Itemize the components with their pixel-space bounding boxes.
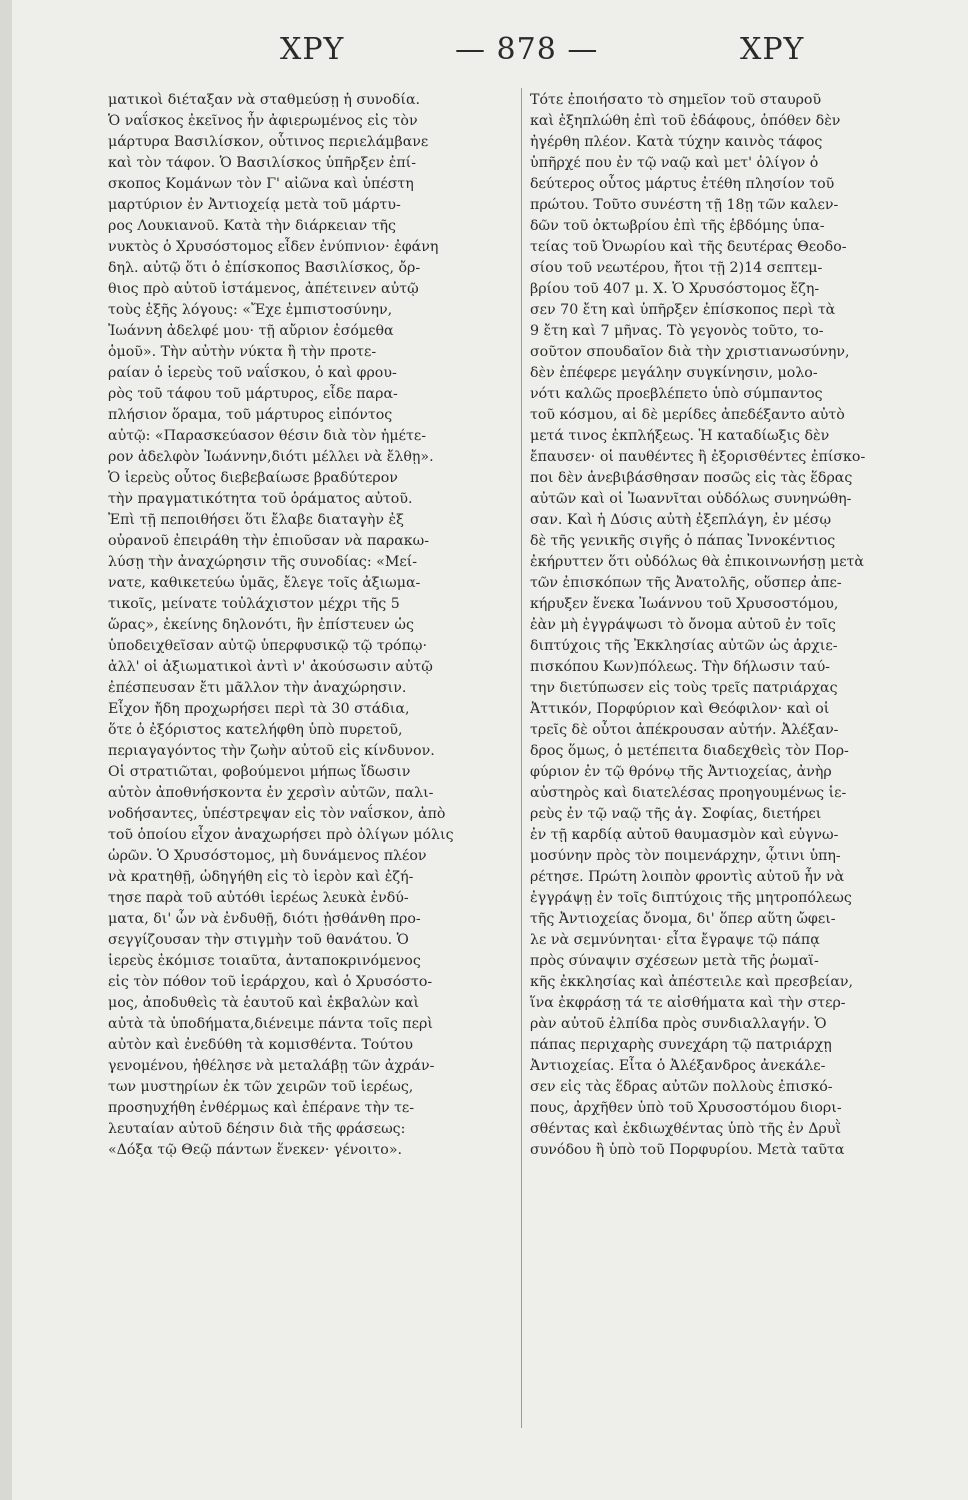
text-line: ἀλλ' οἱ ἀξιωματικοὶ ἀντὶ ν' ἀκούσωσιν αὐτῷ	[108, 659, 433, 675]
text-line: γενομένου, ἠθέλησε νὰ μεταλάβῃ τῶν ἀχράν-	[108, 1058, 435, 1074]
text-line: ραίαν ὁ ἱερεὺς τοῦ ναΐσκου, ὁ καὶ φρου-	[108, 365, 397, 381]
text-line: κῆς ἐκκλησίας καὶ ἀπέστειλε καὶ πρεσβείαν,	[530, 974, 854, 990]
page-number: — 878 —	[455, 32, 599, 67]
page-header	[100, 32, 940, 82]
text-line: οὐρανοῦ ἐπειράθη τὴν ἐπιοῦσαν νὰ παρακω-	[108, 533, 430, 549]
text-line: βρίου τοῦ 407 μ. Χ. Ὁ Χρυσόστομος ἔζη-	[530, 281, 820, 297]
text-line: λε νὰ σεμνύνηται· εἶτα ἔγραψε τῷ πάπᾳ	[530, 932, 820, 948]
text-line: σεγγίζουσαν τὴν στιγμὴν τοῦ θανάτου. Ὁ	[108, 932, 409, 948]
text-line: ἐγγράψῃ ἐν τοῖς διπτύχοις τῆς μητροπόλεως	[530, 890, 852, 906]
running-head-left: ΧΡΥ	[280, 32, 345, 67]
text-line: των μυστηρίων ἐκ τῶν χειρῶν τοῦ ἱερέως,	[108, 1079, 414, 1095]
text-line: σθέντας καὶ ἐκδιωχθέντας ὑπὸ τῆς ἐν Δρυῒ	[530, 1121, 842, 1137]
text-line: ἐκήρυττεν ὅτι οὐδόλως θὰ ἐπικοινωνήσῃ μετὰ	[530, 554, 864, 570]
text-line: ὑπῆρχέ που ἐν τῷ ναῷ καὶ μετ' ὀλίγον ὁ	[530, 155, 819, 171]
text-line: πρώτου. Τοῦτο συνέστη τῇ 18ῃ τῶν καλεν-	[530, 197, 839, 213]
text-line: νότι καλῶς προεβλέπετο ὑπὸ σύμπαντος	[530, 386, 823, 402]
text-line: Ἀττικόν, Πορφύριον καὶ Θεόφιλον· καὶ οἱ	[530, 701, 830, 717]
text-line: αὐτὸν καὶ ἐνεδύθη τὰ κομισθέντα. Τούτου	[108, 1037, 413, 1053]
text-line: τὴν πραγματικότητα τοῦ ὁράματος αὐτοῦ.	[108, 491, 413, 507]
text-line: τησε παρὰ τοῦ αὐτόθι ἱερέως λευκὰ ἐνδύ-	[108, 890, 409, 906]
text-line: ρὸς τοῦ τάφου τοῦ μάρτυρος, εἶδε παρα-	[108, 386, 398, 402]
text-line: «Δόξα τῷ Θεῷ πάντων ἕνεκεν· γένοιτο».	[108, 1142, 403, 1158]
text-line: τικοῖς, μείνατε τοὐλάχιστον μέχρι τῆς 5	[108, 596, 400, 612]
text-line: αὐτῷ: «Παρασκεύασον θέσιν διὰ τὸν ἡμέτε-	[108, 428, 426, 444]
text-line: την διετύπωσεν εἰς τοὺς τρεῖς πατριάρχας	[530, 680, 838, 696]
text-line: τείας τοῦ Ὀνωρίου καὶ τῆς δευτέρας Θεοδο-	[530, 239, 847, 255]
text-line: ὅτε ὁ ἐξόριστος κατελήφθη ὑπὸ πυρετοῦ,	[108, 722, 403, 738]
text-line: Ὁ ἱερεὺς οὗτος διεβεβαίωσε βραδύτερον	[108, 470, 398, 486]
text-line: πλήσιον ὅραμα, τοῦ μάρτυρος εἰπόντος	[108, 407, 393, 423]
text-line: ρος Λουκιανοῦ. Κατὰ τὴν διάρκειαν τῆς	[108, 218, 396, 234]
left-column	[108, 90, 514, 1161]
text-line: θιος πρὸ αὐτοῦ ἱστάμενος, ἀπέτεινεν αὐτῷ	[108, 281, 419, 297]
text-line: ρὰν αὐτοῦ ἐλπίδα πρὸς συνδιαλλαγήν. Ὁ	[530, 1016, 827, 1032]
text-line: τοῦ ὁποίου εἶχον ἀναχωρήσει πρὸ ὀλίγων μόλις	[108, 827, 454, 843]
text-line: ρον ἀδελφὸν Ἰωάννην,διότι μέλλει νὰ ἔλθῃ».	[108, 449, 434, 465]
text-line: δὲ τῆς γενικῆς σιγῆς ὁ πάπας Ἰννοκέντιος	[530, 533, 836, 549]
text-line: συνόδου ἢ ὑπὸ τοῦ Πορφυρίου. Μετὰ ταῦτα	[530, 1142, 845, 1158]
page-edge-shadow	[0, 0, 12, 1500]
text-line: σίου τοῦ νεωτέρου, ἤτοι τῇ 2)14 σεπτεμ-	[530, 260, 823, 276]
text-line: ἱερεὺς ἐκόμισε τοιαῦτα, ἀνταποκρινόμενος	[108, 953, 421, 969]
text-line: Τότε ἐποιήσατο τὸ σημεῖον τοῦ σταυροῦ	[530, 92, 822, 108]
text-line: νοδήσαντες, ὑπέστρεψαν εἰς τὸν ναΐσκον, ἀπὸ	[108, 806, 446, 822]
text-line: νὰ κρατηθῇ, ὡδηγήθη εἰς τὸ ἱερὸν καὶ ἐζή-	[108, 869, 414, 885]
text-line: ἐν τῇ καρδίᾳ αὐτοῦ θαυμασμὸν καὶ εὐγνω-	[530, 827, 839, 843]
text-line: Ἀντιοχείας. Εἶτα ὁ Ἀλέξανδρος ἀνεκάλε-	[530, 1058, 826, 1074]
text-line: ὁμοῦ». Τὴν αὐτὴν νύκτα ἢ τὴν προτε-	[108, 344, 377, 360]
text-line: σεν εἰς τὰς ἕδρας αὐτῶν πολλοὺς ἐπισκό-	[530, 1079, 833, 1095]
text-line: εἰς τὸν πόθον τοῦ ἱεράρχου, καὶ ὁ Χρυσόστο-	[108, 974, 433, 990]
text-line: αὐστηρὸς καὶ διατελέσας προηγουμένως ἱε-	[530, 785, 847, 801]
text-line: σκοπος Κομάνων τὸν Γ' αἰῶνα καὶ ὑπέστη	[108, 176, 414, 192]
text-line: τῆς Ἀντιοχείας ὄνομα, δι' ὅπερ αὕτη ὤφει-	[530, 911, 836, 927]
text-line: 9 ἔτη καὶ 7 μῆνας. Τὸ γεγονὸς τοῦτο, το-	[530, 323, 824, 339]
text-line: μαρτύριον ἐν Ἀντιοχείᾳ μετὰ τοῦ μάρτυ-	[108, 197, 401, 213]
text-line: ρεὺς ἐν τῷ ναῷ τῆς ἁγ. Σοφίας, διετήρει	[530, 806, 822, 822]
text-line: ἐὰν μὴ ἐγγράψωσι τὸ ὄνομα αὐτοῦ ἐν τοῖς	[530, 617, 836, 633]
text-line: τοὺς ἑξῆς λόγους: «Ἔχε ἐμπιστοσύνην,	[108, 302, 393, 318]
text-line: νυκτὸς ὁ Χρυσόστομος εἶδεν ἐνύπνιον· ἐφάνη	[108, 239, 439, 255]
text-line: Εἶχον ἤδη προχωρήσει περὶ τὰ 30 στάδια,	[108, 701, 410, 717]
text-line: Ὁ ναΐσκος ἐκεῖνος ἦν ἀφιερωμένος εἰς τὸν	[108, 113, 418, 129]
text-line: ματα, δι' ὧν νὰ ἐνδυθῇ, διότι ᾐσθάνθη προ-	[108, 911, 421, 927]
text-line: Ἐπὶ τῇ πεποιθήσει ὅτι ἔλαβε διαταγὴν ἐξ	[108, 512, 404, 528]
text-line: αὐτὸν ἀποθνήσκοντα ἐν χερσὶν αὐτῶν, παλι-	[108, 785, 434, 801]
text-line: σεν 70 ἔτη καὶ ὑπῆρξεν ἐπίσκοπος περὶ τὰ	[530, 302, 836, 318]
text-line: διπτύχοις τῆς Ἐκκλησίας αὐτῶν ὡς ἀρχιε-	[530, 638, 838, 654]
text-line: ρέτησε. Πρώτη λοιπὸν φροντὶς αὐτοῦ ἦν νὰ	[530, 869, 845, 885]
text-line: προσηυχήθη ἐνθέρμως καὶ ἐπέρανε τὴν τε-	[108, 1100, 415, 1116]
running-head-right: ΧΡΥ	[740, 32, 805, 67]
text-line: ἵνα ἐκφράσῃ τά τε αἰσθήματα καὶ τὴν στερ-	[530, 995, 846, 1011]
text-line: Ἰωάννη ἀδελφέ μου· τῇ αὔριον ἐσόμεθα	[108, 323, 394, 339]
text-line: πους, ἀρχῆθεν ὑπὸ τοῦ Χρυσοστόμου διορι-	[530, 1100, 842, 1116]
text-line: λευταίαν αὐτοῦ δέησιν διὰ τῆς φράσεως:	[108, 1121, 406, 1137]
text-line: ὥρας», ἐκείνης δηλονότι, ἣν ἐπίστευεν ὡς	[108, 617, 414, 633]
text-line: ματικοὶ διέταξαν νὰ σταθμεύσῃ ἡ συνοδία.	[108, 92, 421, 108]
text-line: κήρυξεν ἕνεκα Ἰωάννου τοῦ Χρυσοστόμου,	[530, 596, 839, 612]
text-line: δρος ὅμως, ὁ μετέπειτα διαδεχθεὶς τὸν Πορ-	[530, 743, 849, 759]
text-line: ποι δὲν ἀνεβιβάσθησαν ποσῶς εἰς τὰς ἕδρας	[530, 470, 853, 486]
text-line: νατε, καθικετεύω ὑμᾶς, ἔλεγε τοῖς ἀξιωμα-	[108, 575, 421, 591]
text-line: ὡρῶν. Ὁ Χρυσόστομος, μὴ δυνάμενος πλέον	[108, 848, 427, 864]
text-line: πισκόπου Κων)πόλεως. Τὴν δήλωσιν ταύ-	[530, 659, 830, 675]
text-line: μοσύνην πρὸς τὸν ποιμενάρχην, ᾧτινι ὑπη-	[530, 848, 841, 864]
text-line: μετά τινος ἐκπλήξεως. Ἡ καταδίωξις δὲν	[530, 428, 830, 444]
text-line: περιαγαγόντος τὴν ζωὴν αὐτοῦ εἰς κίνδυνον.	[108, 743, 435, 759]
column-divider	[521, 88, 522, 1428]
text-line: τοῦ κόσμου, αἱ δὲ μερίδες ἀπεδέξαντο αὐτὸ	[530, 407, 845, 423]
text-line: τῶν ἐπισκόπων τῆς Ἀνατολῆς, οὕσπερ ἀπε-	[530, 575, 842, 591]
text-line: σοῦτον σπουδαῖον διὰ τὴν χριστιανωσύνην,	[530, 344, 850, 360]
right-column	[530, 90, 936, 1161]
text-line: μος, ἀποδυθεὶς τὰ ἑαυτοῦ καὶ ἐκβαλὼν καὶ	[108, 995, 420, 1011]
text-line: ἠγέρθη πλέον. Κατὰ τύχην καινὸς τάφος	[530, 134, 823, 150]
text-line: αὐτὰ τὰ ὑποδήματα,διένειμε πάντα τοῖς περὶ	[108, 1016, 433, 1032]
text-line: πάπας περιχαρὴς συνεχάρη τῷ πατριάρχῃ	[530, 1037, 832, 1053]
text-line: φύριον ἐν τῷ θρόνῳ τῆς Ἀντιοχείας, ἀνὴρ	[530, 764, 832, 780]
text-line: μάρτυρα Βασιλίσκον, οὗτινος περιελάμβανε	[108, 134, 429, 150]
text-line: ἐπέσπευσαν ἔτι μᾶλλον τὴν ἀναχώρησιν.	[108, 680, 407, 696]
text-line: τρεῖς δὲ οὗτοι ἀπέκρουσαν αὐτήν. Ἀλέξαν-	[530, 722, 839, 738]
text-line: δὲν ἐπέφερε μεγάλην συγκίνησιν, μολο-	[530, 365, 818, 381]
text-line: καὶ ἐξηπλώθη ἐπὶ τοῦ ἐδάφους, ὁπόθεν δὲν	[530, 113, 841, 129]
text-line: δῶν τοῦ ὀκτωβρίου ἐπὶ τῆς ἑβδόμης ὑπα-	[530, 218, 825, 234]
text-line: δεύτερος οὗτος μάρτυς ἐτέθη πλησίον τοῦ	[530, 176, 835, 192]
text-line: καὶ τὸν τάφον. Ὁ Βασιλίσκος ὑπῆρξεν ἐπί-	[108, 155, 417, 171]
text-line: Οἱ στρατιῶται, φοβούμενοι μήπως ἴδωσιν	[108, 764, 411, 780]
text-line: λύσῃ τὴν ἀναχώρησιν τῆς συνοδίας: «Μεί-	[108, 554, 418, 570]
text-line: δηλ. αὐτῷ ὅτι ὁ ἐπίσκοπος Βασιλίσκος, ὄρ-	[108, 260, 421, 276]
text-line: πρὸς σύναψιν σχέσεων μετὰ τῆς ῥωμαϊ-	[530, 953, 819, 969]
text-line: ὑποδειχθεῖσαν αὐτῷ ὑπερφυσικῷ τῷ τρόπῳ·	[108, 638, 427, 654]
text-line: σαν. Καὶ ἡ Δύσις αὐτὴ ἐξεπλάγη, ἐν μέσῳ	[530, 512, 832, 528]
text-line: ἔπαυσεν· οἱ παυθέντες ἢ ἐξορισθέντες ἐπίσκο-	[530, 449, 866, 465]
text-line: αὐτῶν καὶ οἱ Ἰωαννῖται οὐδόλως συνηνώθη-	[530, 491, 852, 507]
